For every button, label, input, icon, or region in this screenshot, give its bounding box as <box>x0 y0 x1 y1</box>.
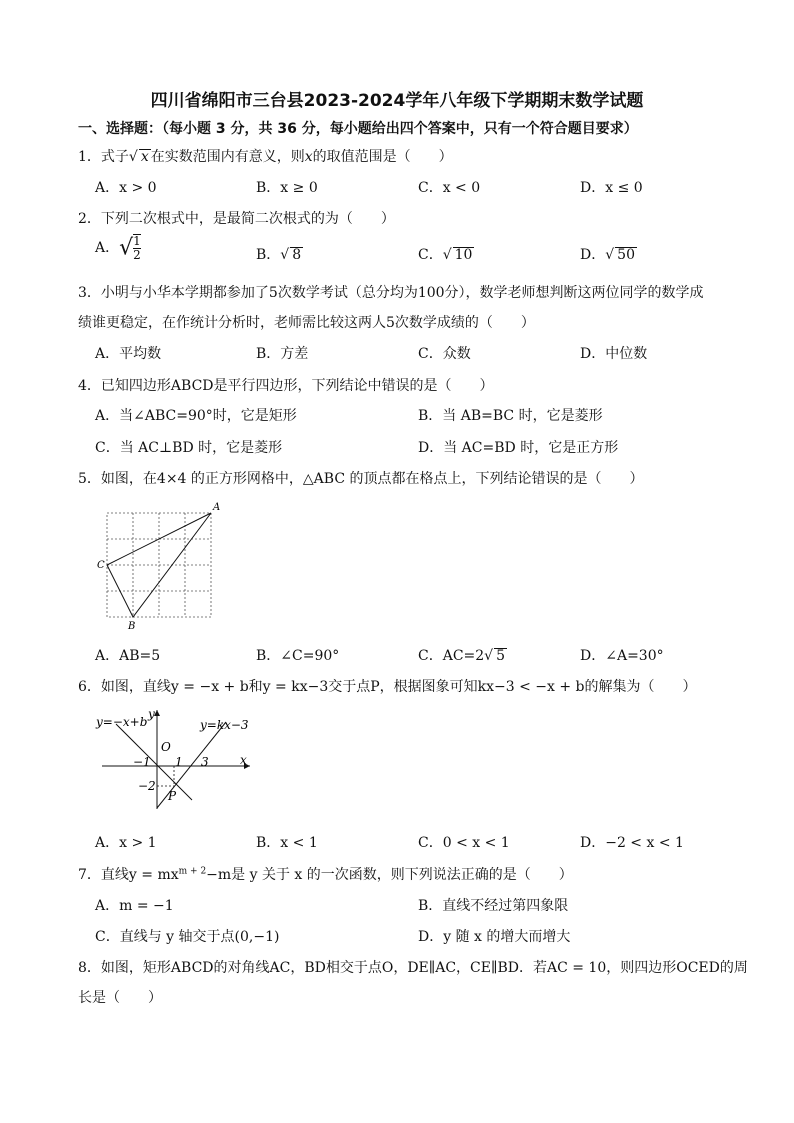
q1-number: 1． <box>78 149 101 165</box>
q1-option-a: A．x > 0 <box>95 180 157 196</box>
q6-label-line2: y=kx−3 <box>200 718 249 732</box>
q6-y-arrow <box>154 710 160 716</box>
page-title: 四川省绵阳市三台县2023-2024学年八年级下学期期末数学试题 <box>150 91 644 111</box>
q2-a-numerator: 1 <box>133 234 141 248</box>
q3-line-1: 小明与小华本学期都参加了5次数学考试（总分均为100分），数学老师想判断这两位同学的数学成 <box>100 285 704 301</box>
q2-option-d-radicand: 50 <box>617 247 635 263</box>
q1-text-post: 在实数范围内有意义，则 <box>150 149 305 165</box>
q1-radicand: x <box>140 149 149 165</box>
q8-number: 8． <box>78 960 101 976</box>
q2-option-a-fraction <box>133 234 141 262</box>
q5-number: 5． <box>78 471 101 487</box>
question-3 <box>78 282 704 302</box>
q1-text-post2: 的取值范围是（ ） <box>312 149 453 165</box>
section-heading: 一、选择题：（每小题 3 分，共 36 分，每小题给出四个答案中，只有一个符合题目要求） <box>78 121 638 137</box>
q2-option-b-radicand: 8 <box>292 247 302 263</box>
question-1 <box>78 146 453 166</box>
question-7 <box>78 864 573 884</box>
q6-option-d: D．−2 < x < 1 <box>580 835 684 851</box>
q5-label-b: B <box>128 621 136 632</box>
q6-option-a: A．x > 1 <box>95 835 157 851</box>
q6-label-x: x <box>240 753 247 767</box>
q2-option-a: A．√ $\frac{1}{2}$ <box>95 234 141 262</box>
q7-exponent: m + 2 <box>178 866 207 877</box>
q3-option-d: D．中位数 <box>580 346 648 362</box>
q5-option-c-text: C．AC=2 <box>418 648 485 664</box>
q6-label-origin: O <box>161 740 171 754</box>
q2-number: 2． <box>78 211 101 227</box>
question-6 <box>78 676 697 696</box>
q6-number: 6． <box>78 679 101 695</box>
q2-option-c: C．√ 10 <box>418 247 473 263</box>
q2-text: 下列二次根式中，是最简二次根式的为（ ） <box>100 211 395 227</box>
question-4 <box>78 375 494 395</box>
q5-label-a: A <box>213 502 221 513</box>
q6-option-b: B．x < 1 <box>256 835 318 851</box>
q5-option-c-radicand: 5 <box>496 648 506 664</box>
q2-option-c-radicand: 10 <box>454 247 473 263</box>
q7-option-a: A．m = −1 <box>95 898 174 914</box>
question-5 <box>78 468 644 488</box>
q7-option-d: D．y 随 x 的增大而增大 <box>418 929 571 945</box>
q1-sqrt: √ x <box>128 149 149 165</box>
q4-option-d: D．当 AC=BD 时，它是正方形 <box>418 440 619 456</box>
q4-text: 已知四边形ABCD是平行四边形，下列结论中错误的是（ ） <box>100 378 494 394</box>
q6-text: 如图，直线y = −x + b和y = kx−3交于点P，根据图象可知kx−3 < −x + b的解集为（ ） <box>100 679 697 695</box>
q6-label-line1: y=−x+b <box>96 715 148 729</box>
q6-label-minus-one: −1 <box>133 755 151 769</box>
q1-var: x <box>304 149 313 165</box>
q2-option-a-label: A． <box>95 240 120 256</box>
q6-label-y: y <box>148 707 155 721</box>
q7-text-post: −m是 y 关于 x 的一次函数，则下列说法正确的是（ ） <box>206 867 573 883</box>
q3-option-b: B．方差 <box>256 346 309 362</box>
q4-option-b: B．当 AB=BC 时，它是菱形 <box>418 408 603 424</box>
question-2 <box>78 208 395 228</box>
q1-option-b: B．x ≥ 0 <box>256 180 318 196</box>
q5-grid-lines <box>107 513 211 617</box>
q4-number: 4． <box>78 378 101 394</box>
q2-option-b-label: B． <box>256 247 281 263</box>
q5-option-c: C．AC=2√ 5 <box>418 648 506 664</box>
q6-label-three: 3 <box>201 755 209 769</box>
q4-option-a: A．当∠ABC=90°时，它是矩形 <box>95 408 297 424</box>
q6-option-c: C．0 < x < 1 <box>418 835 510 851</box>
q2-option-d-label: D． <box>580 247 606 263</box>
q7-text-pre: 直线y = mx <box>100 867 179 883</box>
q3-option-a: A．平均数 <box>95 346 162 362</box>
q7-option-c: C．直线与 y 轴交于点(0,−1) <box>95 929 280 945</box>
q6-graph-figure <box>92 704 257 814</box>
q2-a-denominator: 2 <box>133 248 141 262</box>
q7-number: 7． <box>78 867 101 883</box>
q3-option-c: C．众数 <box>418 346 471 362</box>
q5-text: 如图，在4×4 的正方形网格中，△ABC 的顶点都在格点上，下列结论错误的是（ ） <box>100 471 644 487</box>
q5-label-c: C <box>97 560 105 571</box>
q1-text-pre: 式子 <box>100 149 129 165</box>
q2-option-d: D．√ 50 <box>580 247 635 263</box>
q3-line-2: 绩谁更稳定，在作统计分析时，老师需比较这两人5次数学成绩的（ ） <box>78 315 535 331</box>
q6-label-one: 1 <box>175 755 183 769</box>
q2-option-b: B．√ 8 <box>256 247 302 263</box>
q8-line-1: 如图，矩形ABCD的对角线AC，BD相交于点O，DE∥AC，CE∥BD．若AC = 10，则四边形OCED的周 <box>100 960 748 976</box>
q4-option-c: C．当 AC⊥BD 时，它是菱形 <box>95 440 283 456</box>
q1-option-d: D．x ≤ 0 <box>580 180 643 196</box>
q5-option-b: B．∠C=90° <box>256 648 340 664</box>
q2-option-c-label: C． <box>418 247 443 263</box>
question-8 <box>78 957 748 977</box>
q6-label-minus-two: −2 <box>138 779 156 793</box>
q5-option-a: A．AB=5 <box>95 648 161 664</box>
q6-label-p: P <box>168 789 177 803</box>
q5-grid-figure <box>95 498 235 638</box>
q5-option-d: D．∠A=30° <box>580 648 664 664</box>
q3-number: 3． <box>78 285 101 301</box>
q7-option-b: B．直线不经过第四象限 <box>418 898 569 914</box>
q1-option-c: C．x < 0 <box>418 180 481 196</box>
q8-line-2: 长是（ ） <box>78 990 162 1006</box>
